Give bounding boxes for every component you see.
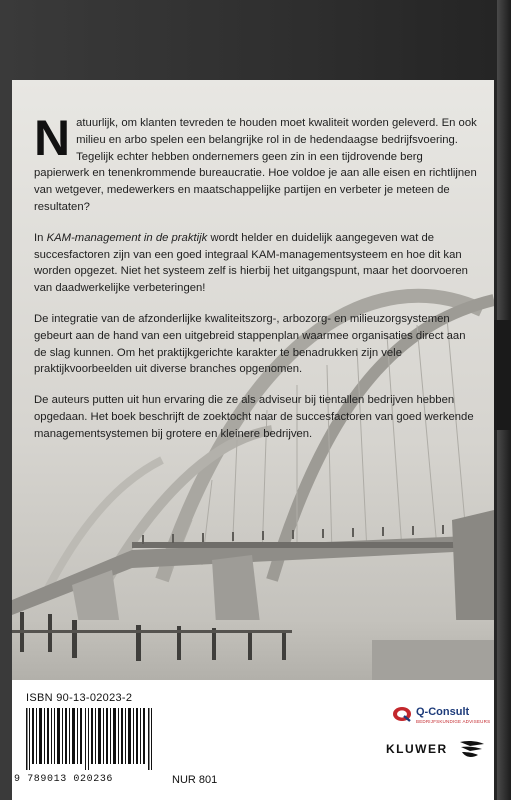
blurb-paragraph-4: De auteurs putten uit hun ervaring die ze als adviseur bij tientallen bedrijven hebben opgedaan. Het boek beschrijft de zoektocht naar de succesfactoren van goed werkende managementsystemen bij grotere en kleinere bedrijven.	[34, 394, 474, 440]
barcode-digits: 9 789013 020236	[14, 774, 114, 785]
blurb-paragraph-1-text: atuurlijk, om klanten tevreden te houden moet kwaliteit worden geleverd. En ook milieu en arbo spelen een belangrijke rol in de hedendaagse bedrijfsvoering. Tegelijk echter hebben ondernemers geen zin in een tijdrovende berg papierwerk en tenenkrommende bureaucratie. Hoe voldoe je aan alle eisen en richtlijnen van wetgever, medewerkers en maatschappelijke partijen en verbeter je meteen de resultaten?	[34, 117, 477, 213]
q-consult-tagline: BEDRIJFSKUNDIGE ADVISEURS	[416, 719, 491, 724]
q-consult-name: Q-Consult	[416, 706, 470, 718]
isbn-label: ISBN 90-13-02023-2	[26, 692, 133, 704]
blurb-paragraph-2	[34, 230, 479, 297]
barcode-icon	[26, 708, 154, 770]
blurb-paragraph-2-text: wordt helder en duidelijk aangegeven wat de succesfactoren zijn van een goed integraal KAM-managementsysteem en hoe dit kan worden opgezet. Niet het systeem zelf is hierbij het uitgangspunt, maar het doorvoeren van daadwerkelijke verbeteringen!	[34, 231, 468, 295]
kluwer-logo-text: KLUWER	[386, 742, 448, 756]
blurb-paragraph-1	[34, 110, 479, 216]
q-consult-logo-icon	[392, 704, 412, 724]
book-title-italic: KAM-management in de praktijk	[46, 231, 208, 244]
blurb-paragraph-2-prefix: In	[34, 231, 47, 244]
drop-cap: N	[34, 110, 71, 166]
q-consult-logo	[392, 704, 492, 728]
blurb-paragraph-3: De integratie van de afzonderlijke kwaliteitszorg-, arbozorg- en milieuzorgsystemen gebeurt aan de hand van een uitgebreid stappenplan waarmee organisaties direct aan de slag kunnen. Om het praktijkgerichte karakter te benadrukken zijn vele praktijkvoorbeelden uit diverse branches opgenomen.	[34, 312, 466, 376]
kluwer-bird-logo-icon	[458, 738, 486, 760]
nur-code: NUR 801	[172, 774, 218, 786]
barcode-panel	[12, 680, 494, 800]
blurb-text	[34, 110, 479, 457]
